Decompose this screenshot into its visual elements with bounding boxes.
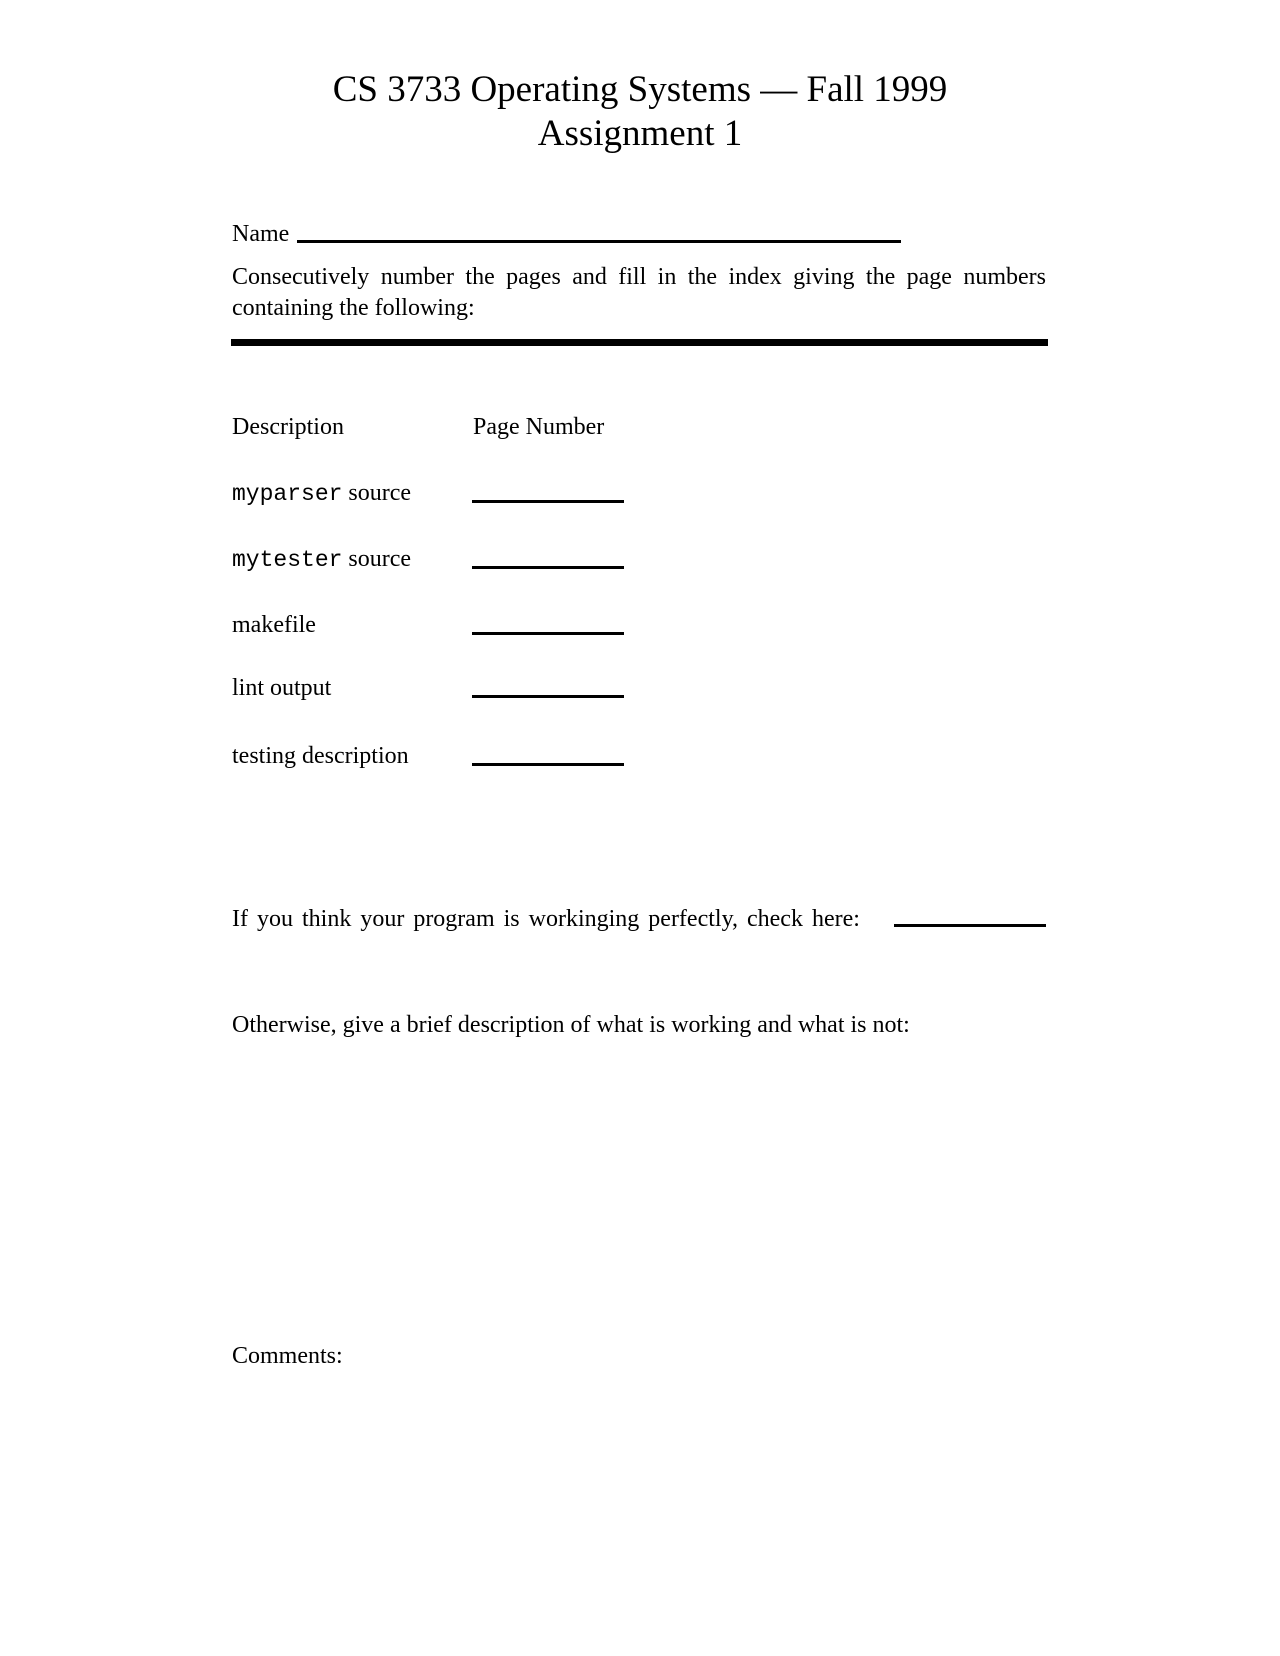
perfect-check-blank[interactable] (894, 924, 1046, 927)
index-row-text: makefile (232, 612, 316, 638)
comments-label: Comments: (232, 1343, 343, 1369)
name-blank-line[interactable] (297, 240, 901, 243)
instructions-text: Consecutively number the pages and fill in the index giving the page numbers containing the following: (232, 264, 1046, 321)
perfect-check-prompt: If you think your program is workinging perfectly, check here: (232, 906, 860, 932)
index-row-label (232, 478, 411, 509)
index-row-code: myparser (232, 481, 343, 507)
index-row-text: source (342, 480, 412, 506)
otherwise-prompt: Otherwise, give a brief description of what is working and what is not: (232, 1012, 910, 1038)
page-number-blank[interactable] (472, 763, 624, 766)
index-row (0, 741, 1280, 781)
index-row (0, 673, 1280, 713)
page-number-blank[interactable] (472, 500, 624, 503)
section-divider (231, 339, 1048, 346)
page-number-blank[interactable] (472, 566, 624, 569)
name-label: Name (232, 221, 290, 247)
index-row-text: testing description (232, 743, 409, 769)
index-row-label (232, 544, 411, 575)
index-row-label (232, 610, 316, 641)
page-number-blank[interactable] (472, 632, 624, 635)
index-row-text: lint output (232, 675, 332, 701)
course-title: CS 3733 Operating Systems — Fall 1999 (332, 69, 948, 110)
index-row-text: source (342, 546, 412, 572)
page-number-blank[interactable] (472, 695, 624, 698)
index-row-code: mytester (232, 547, 343, 573)
index-row (0, 544, 1280, 584)
description-column-header: Description (232, 414, 344, 440)
page-number-column-header: Page Number (473, 414, 605, 440)
assignment-title: Assignment 1 (537, 113, 743, 154)
index-row-label (232, 741, 409, 772)
index-row (0, 478, 1280, 518)
index-row-label (232, 673, 331, 704)
index-row (0, 610, 1280, 650)
